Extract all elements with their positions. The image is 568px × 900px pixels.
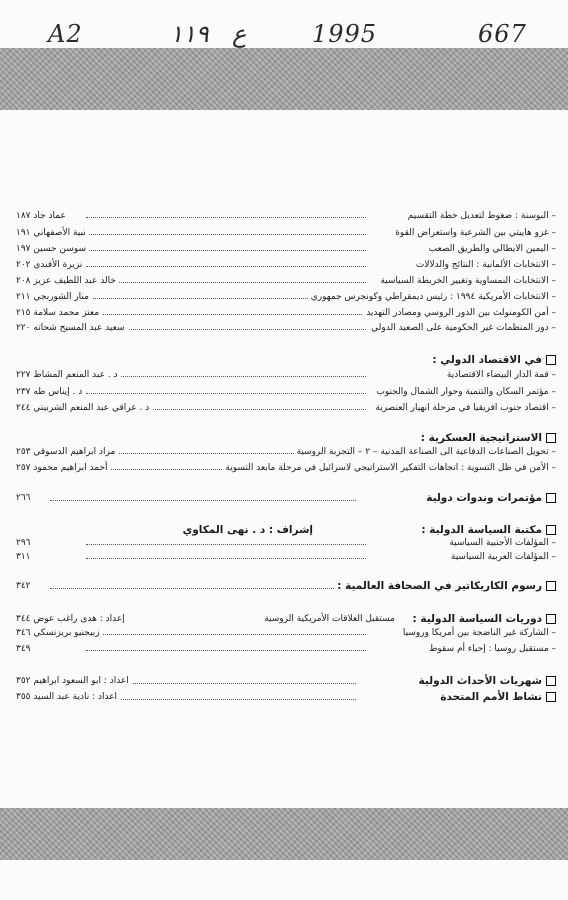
toc-entry[interactable]: – الانتخابات الأمريكية ١٩٩٤ : رئيس ديمقراطي وكونجرس جمهوري منار الشوربجي ٢١١: [16, 292, 556, 302]
toc-entry[interactable]: – الانتخابات الألمانية : النتائج والدلالات نزيرة الأفندي ٢٠٢: [16, 260, 556, 270]
toc-entry[interactable]: – اليمين الايطالي والطريق الصعب سوسن حسين ١٩٧: [16, 244, 556, 254]
toc-entry[interactable]: – تحويل الصناعات الدفاعية الى الصناعة المدنية – ٢ – التجربة الروسية مراد ابراهيم الدسوقي ٢٥٣: [16, 447, 556, 457]
toc-entry[interactable]: – البوسنة : ضغوط لتعديل خطة التقسيم عماد جاد ١٨٧: [16, 211, 556, 221]
checkbox-icon: [546, 692, 556, 702]
toc-entry[interactable]: – دور المنظمات غير الحكومية على الصعيد الدولي سعيد عبد المسيح شحاته ٢٢٠: [16, 323, 556, 333]
toc-entry[interactable]: – المؤلفات العربية السياسية ٣١١: [16, 552, 556, 562]
checkbox-icon: [546, 433, 556, 443]
periodicals-first-item: مستقبل العلاقات الأمريكية الروسية: [261, 611, 398, 627]
toc-entry[interactable]: – مؤتمر السكان والتنمية وحوار الشمال والجنوب د . إيناس طه ٢٣٧: [16, 387, 556, 397]
checkbox-icon: [546, 581, 556, 591]
library-supervisor: إشراف : د . نهى المكاوي: [180, 522, 316, 538]
checkbox-icon: [546, 676, 556, 686]
handwritten-year: 1995: [312, 20, 378, 48]
section-heading-monthly-events[interactable]: شهريات الأحداث الدولية اعداد : ابو السعود ابراهيم ٣٥٢: [16, 673, 556, 689]
toc-entry[interactable]: – أمن الكومنولث بين الدور الروسي ومصادر التهديد معتز محمد سلامة ٢١٥: [16, 308, 556, 318]
toc-entry[interactable]: – الانتخابات النمساوية وتغيير الخريطة السياسية خالد عبد اللطيف عزيز ٢٠٨: [16, 276, 556, 286]
handwritten-issue: ١١٩: [170, 20, 209, 48]
section-heading-conferences[interactable]: مؤتمرات وندوات دولية ٢٦٦: [16, 490, 556, 506]
toc-entry[interactable]: – الأمن في ظل التسوية : اتجاهات التفكير الاستراتيجي لاسرائيل في مرحلة مابعد التسوية أحمد ابراهيم محمود ٢٥٧: [16, 463, 556, 473]
handwritten-letter: ع: [232, 20, 247, 48]
toc-entry[interactable]: – المؤلفات الأجنبية السياسية ٢٩٦: [16, 538, 556, 548]
section-heading-library: مكتبة السياسة الدولية : إشراف : د . نهى المكاوي: [16, 522, 556, 538]
checkbox-icon: [546, 493, 556, 503]
section-heading-military: الاستراتيجية العسكرية :: [16, 430, 556, 446]
section-heading-economy: في الاقتصاد الدولي :: [16, 352, 556, 368]
toc-entry[interactable]: – الشاركة غير الناضجة بين أمريكا وروسيا زبيجنيو بريزنسكي ٣٤٦: [16, 628, 556, 638]
toc-entry[interactable]: – غزو هاييتي بين الشرعية واستعراض القوة نبية الأصفهاني ١٩١: [16, 228, 556, 238]
checkbox-icon: [546, 355, 556, 365]
toc-entry[interactable]: – قمة الدار البيضاء الاقتصادية د . عبد المنعم المشاط ٢٢٧: [16, 370, 556, 380]
section-heading-un-activity[interactable]: نشاط الأمم المتحدة اعداد : نادية عبد السيد ٣٥٥: [16, 689, 556, 705]
handwritten-number: 667: [478, 20, 527, 48]
checkbox-icon: [546, 614, 556, 624]
toc-entry[interactable]: – مستقبل روسيا : إحياء أم سقوط ٣٤٩: [16, 644, 556, 654]
toc-entry[interactable]: – اقتصاد جنوب افريقيا في مرحلة انهيار العنصرية د . عراقي عبد المنعم الشربيني ٢٤٤: [16, 403, 556, 413]
checkbox-icon: [546, 525, 556, 535]
section-heading-cartoons[interactable]: رسوم الكاريكاتير في الصحافة العالمية : ٣٤٢: [16, 578, 556, 594]
section-heading-periodicals[interactable]: دوريات السياسة الدولية : مستقبل العلاقات الأمريكية الروسية إعداد : هدى راغب عوض ٣٤٤: [16, 611, 556, 627]
handwritten-code: A2: [48, 20, 83, 48]
